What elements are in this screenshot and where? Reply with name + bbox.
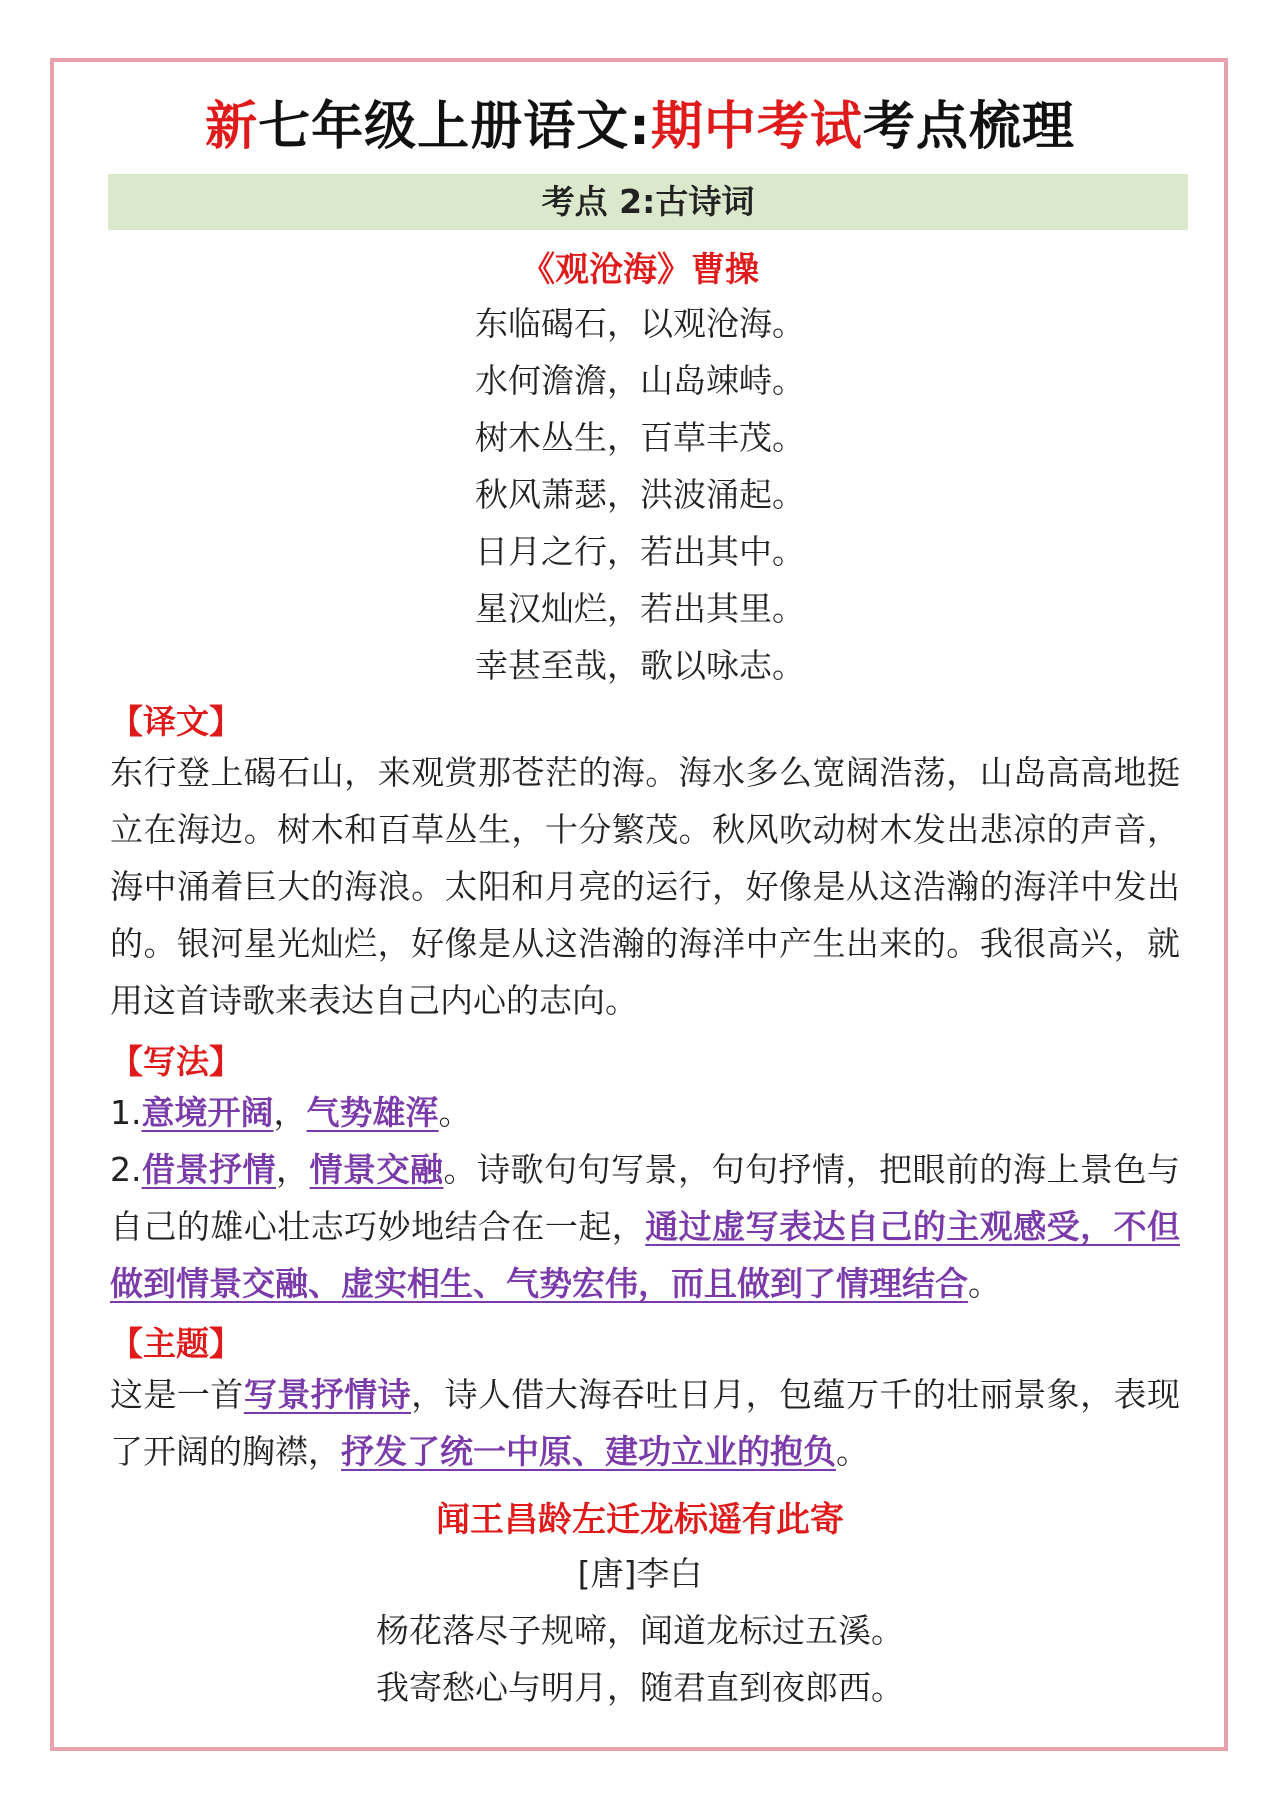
highlight-phrase: 抒发了统一中原、建功立业的抱负: [341, 1432, 836, 1471]
highlight-phrase: 气势雄浑: [306, 1093, 439, 1132]
highlight-phrase: 借景抒情: [141, 1150, 276, 1189]
technique-heading: 【写法】: [110, 1042, 242, 1081]
poem1-line: 幸甚至哉，歌以咏志。: [475, 646, 805, 685]
poem1-line: 秋风萧瑟，洪波涌起。: [475, 475, 805, 514]
poem2-line: 我寄愁心与明月，随君直到夜郎西。: [376, 1668, 904, 1707]
technique-item-1-num: 1.: [110, 1093, 142, 1132]
separator: ，: [273, 1093, 307, 1132]
poem1-line: 日月之行，若出其中。: [475, 532, 805, 571]
title-part-topics: 考点梳理: [862, 97, 1075, 157]
theme-text: [110, 1366, 1180, 1480]
poem2-title: 闻王昌龄左迁龙标遥有此寄: [436, 1500, 844, 1540]
theme-text-part: ，诗人借大海吞吐日月，包蕴万千的壮丽景象，表现了开阔的胸襟，: [110, 1375, 1181, 1471]
poem1-line: 星汉灿烂，若出其里。: [475, 589, 805, 628]
title-part-new: 新: [205, 97, 259, 157]
theme-text-part: 这是一首: [110, 1375, 244, 1414]
technique-item-2-num: 2.: [110, 1150, 142, 1189]
section-header: 考点 2:古诗词: [108, 174, 1188, 230]
translation-heading: 【译文】: [110, 702, 242, 741]
poem1-line: 树木丛生，百草丰茂。: [475, 418, 805, 457]
punctuation: 。: [438, 1093, 472, 1132]
poem1-line: 东临碣石，以观沧海。: [475, 304, 805, 343]
title-part-grade: 七年级上册语文:: [258, 97, 651, 157]
poem2-author: [唐]李白: [577, 1554, 703, 1593]
poem2-line: 杨花落尽子规啼，闻道龙标过五溪。: [376, 1611, 904, 1650]
highlight-phrase: 通过虚写表达自己的主观感受，不但做到情景交融、虚实相生、气势宏伟，而且做到了情理结合: [110, 1207, 1181, 1303]
highlight-phrase: 意境开阔: [141, 1093, 274, 1132]
highlight-phrase: 写景抒情诗: [243, 1375, 412, 1414]
theme-heading: 【主题】: [110, 1324, 242, 1363]
punctuation: 。: [836, 1432, 869, 1471]
translation-text: 东行登上碣石山，来观赏那苍茫的海。海水多么宽阔浩荡，山岛高高地挺立在海边。树木和百草丛生，十分繁茂。秋风吹动树木发出悲凉的声音，海中涌着巨大的海浪。太阳和月亮的运行，好像是从这浩瀚的海洋中发出的。银河星光灿烂，好像是从这浩瀚的海洋中产生出来的。我很高兴，就用这首诗歌来表达自己内心的志向。: [110, 753, 1180, 1020]
punctuation: 。: [968, 1264, 1001, 1303]
separator: ，: [276, 1150, 310, 1189]
title-part-exam: 期中考试: [650, 97, 863, 157]
page-title: [0, 84, 1280, 159]
technique-item-2-text: 。诗歌句句写景，句句抒情，把眼前的海上景色与自己的雄心壮志巧妙地结合在一起，: [110, 1150, 1180, 1246]
technique-item-2: [110, 1141, 1180, 1312]
poem1-line: 水何澹澹，山岛竦峙。: [475, 361, 805, 400]
technique-item-1: [110, 1084, 1180, 1141]
poem1-title: 《观沧海》曹操: [521, 250, 759, 290]
highlight-phrase: 情景交融: [309, 1150, 444, 1189]
